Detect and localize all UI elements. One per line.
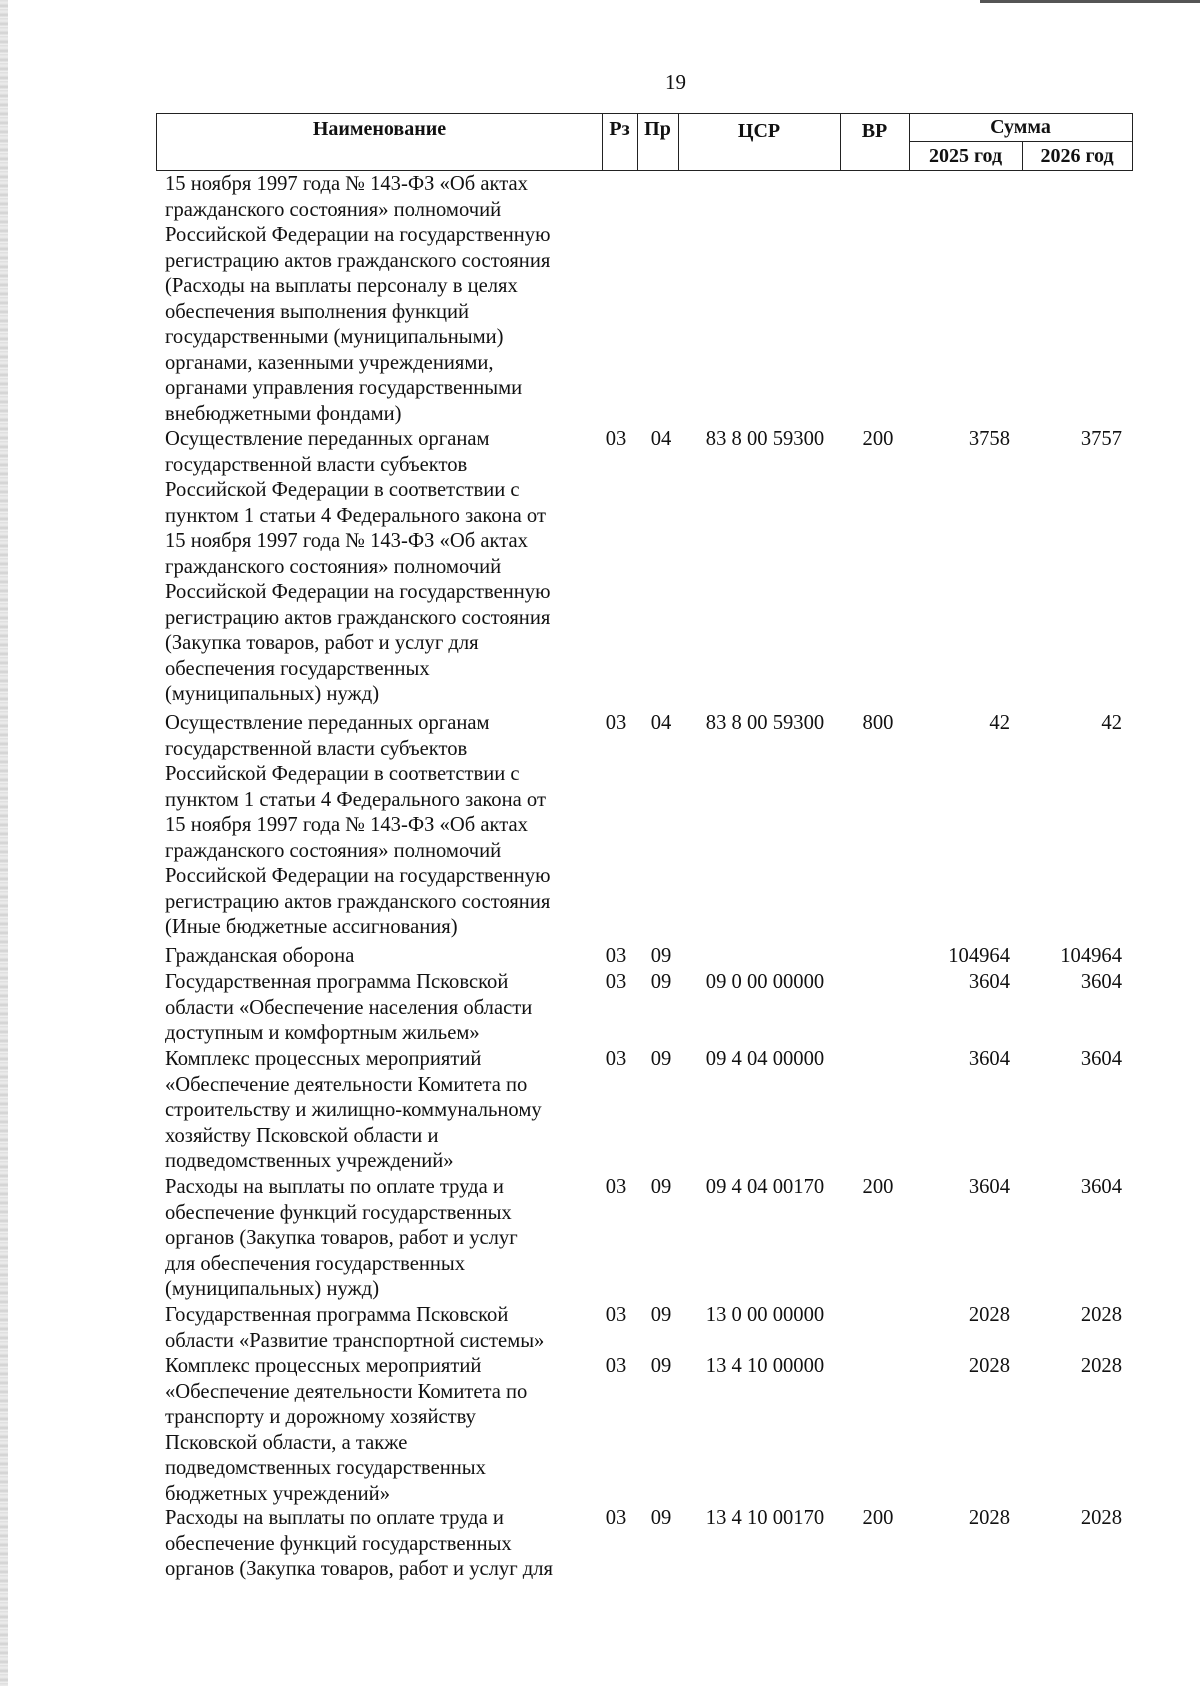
row-sum-2026: 3604: [1080, 971, 1122, 993]
row-rz: 03: [605, 1304, 627, 1326]
row-sum-2025: 2028: [968, 1507, 1010, 1529]
scan-edge: [0, 0, 8, 1686]
row-pr: 09: [650, 945, 672, 967]
header-rz: Рз: [609, 118, 630, 140]
row-sum-2026: 3604: [1080, 1176, 1122, 1198]
row-csr: 09 0 00 00000: [705, 971, 825, 993]
row-name: Государственная программа Псковской области «Развитие транспортной системы»: [165, 1304, 545, 1352]
row-vr: 200: [862, 428, 894, 450]
row-name: Комплекс процессных мероприятий «Обеспечение деятельности Комитета по транспорту и дорожному хозяйству Псковской области, а также подведомственных государственных бюджетных учреждений»: [165, 1355, 528, 1505]
row-name: Осуществление переданных органам государственной власти субъектов Российской Федерации в соответствии с пунктом 1 статьи 4 Федерального закона от 15 ноября 1997 года № 143-ФЗ «Об актах гражданского состояния» полномочий Российской Федерации на государственную регистрацию актов гражданского состояния (Иные бюджетные ассигнования): [165, 712, 551, 938]
row-pr: 04: [650, 428, 672, 450]
row-sum-2025: 3604: [968, 1048, 1010, 1070]
row-pr: 04: [650, 712, 672, 734]
row-sum-2025: 2028: [968, 1355, 1010, 1377]
row-pr: 09: [650, 1304, 672, 1326]
header-sum: Сумма: [990, 116, 1051, 138]
header-year-2025: 2025 год: [928, 145, 1003, 167]
row-sum-2026: 2028: [1080, 1355, 1122, 1377]
row-rz: 03: [605, 945, 627, 967]
row-sum-2026: 42: [1101, 712, 1122, 734]
row-sum-2026: 104964: [1060, 945, 1122, 967]
row-rz: 03: [605, 971, 627, 993]
row-csr: 83 8 00 59300: [705, 428, 825, 450]
row-name: Комплекс процессных мероприятий «Обеспечение деятельности Комитета по строительству и жилищно-коммунальному хозяйству Псковской области и подведомственных учреждений»: [165, 1048, 542, 1172]
row-rz: 03: [605, 428, 627, 450]
row-sum-2025: 3604: [968, 971, 1010, 993]
row-rz: 03: [605, 1176, 627, 1198]
page-number: 19: [665, 70, 686, 94]
row-name: Государственная программа Псковской области «Обеспечение населения области доступным и комфортным жильем»: [165, 971, 533, 1044]
row-name: Гражданская оборона: [165, 945, 355, 967]
row-vr: 800: [862, 712, 894, 734]
row-vr: 200: [862, 1507, 894, 1529]
row-csr: 13 0 00 00000: [705, 1304, 825, 1326]
row-sum-2025: 2028: [968, 1304, 1010, 1326]
row-pr: 09: [650, 1355, 672, 1377]
row-rz: 03: [605, 1507, 627, 1529]
header-name: Наименование: [312, 118, 447, 140]
row-rz: 03: [605, 712, 627, 734]
row-csr: 83 8 00 59300: [705, 712, 825, 734]
row-name: Расходы на выплаты по оплате труда и обеспечение функций государственных органов (Закупка товаров, работ и услуг для обеспечения государственных (муниципальных) нужд): [165, 1176, 518, 1300]
scan-edge: [980, 0, 1200, 3]
row-sum-2025: 3758: [968, 428, 1010, 450]
row-vr: 200: [862, 1176, 894, 1198]
row-sum-2026: 2028: [1080, 1304, 1122, 1326]
row-sum-2025: 3604: [968, 1176, 1010, 1198]
table-header: [156, 113, 1133, 171]
row-sum-2025: 42: [989, 712, 1010, 734]
header-year-2026: 2026 год: [1040, 145, 1114, 167]
row-name: Расходы на выплаты по оплате труда и обеспечение функций государственных органов (Закупка товаров, работ и услуг для: [165, 1507, 554, 1580]
row-sum-2026: 3604: [1080, 1048, 1122, 1070]
row-csr: 09 4 04 00000: [705, 1048, 825, 1070]
row-pr: 09: [650, 971, 672, 993]
header-vr: ВР: [861, 120, 888, 142]
row-csr: 13 4 10 00170: [705, 1507, 825, 1529]
row-csr: 13 4 10 00000: [705, 1355, 825, 1377]
row-pr: 09: [650, 1507, 672, 1529]
row-sum-2026: 2028: [1080, 1507, 1122, 1529]
row-csr: 09 4 04 00170: [705, 1176, 825, 1198]
row-sum-2025: 104964: [948, 945, 1010, 967]
row-name: 15 ноября 1997 года № 143-ФЗ «Об актах гражданского состояния» полномочий Российской Федерации на государственную регистрацию актов гражданского состояния (Расходы на выплаты персоналу в целях обеспечения выполнения функций государственными (муниципальными) органами, казенными учреждениями, органами управления государственными внебюджетными фондами): [165, 173, 551, 425]
row-name: Осуществление переданных органам государственной власти субъектов Российской Федерации в соответствии с пунктом 1 статьи 4 Федерального закона от 15 ноября 1997 года № 143-ФЗ «Об актах гражданского состояния» полномочий Российской Федерации на государственную регистрацию актов гражданского состояния (Закупка товаров, работ и услуг для обеспечения государственных (муниципальных) нужд): [165, 428, 551, 705]
header-pr: Пр: [644, 118, 671, 140]
row-pr: 09: [650, 1048, 672, 1070]
row-sum-2026: 3757: [1080, 428, 1122, 450]
row-pr: 09: [650, 1176, 672, 1198]
row-rz: 03: [605, 1048, 627, 1070]
header-csr: ЦСР: [737, 120, 781, 142]
row-rz: 03: [605, 1355, 627, 1377]
